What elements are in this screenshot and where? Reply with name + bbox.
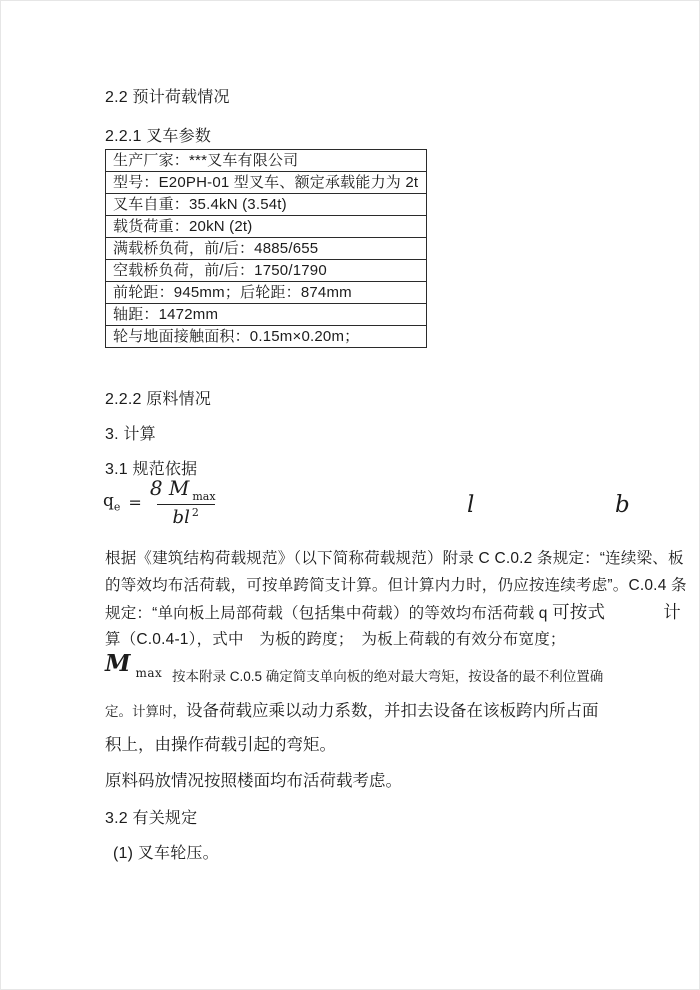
table-cell: 叉车自重：35.4kN (3.54t) xyxy=(106,194,427,216)
line-segment-emphasis: 可按式 xyxy=(552,602,606,622)
variable-l: l xyxy=(467,492,475,518)
paragraph-line: 的等效均布活荷载，可按单跨简支计算。但计算内力时，仍应按连续考虑”。C.0.4 条 xyxy=(105,577,687,594)
heading-3-1: 3.1 规范依据 xyxy=(105,461,198,478)
paragraph-line xyxy=(105,697,599,721)
table-cell: 轮与地面接触面积：0.15m×0.20m； xyxy=(106,326,427,348)
paragraph-line: 根据《建筑结构荷载规范》（以下简称荷载规范）附录 C C.0.2 条规定：“连续梁、板 xyxy=(105,550,684,567)
equation-lhs-subscript: e xyxy=(113,500,121,514)
heading-3-2: 3.2 有关规定 xyxy=(105,810,198,827)
table-row xyxy=(106,282,427,304)
heading-3: 3. 计算 xyxy=(105,426,156,443)
list-item-wheel-pressure: (1) 叉车轮压。 xyxy=(113,845,219,862)
table-cell: 前轮距：945mm；后轮距：874mm xyxy=(106,282,427,304)
paragraph-raw-material: 原料码放情况按照楼面均布活荷载考虑。 xyxy=(105,772,402,790)
numerator-subscript: max xyxy=(192,490,216,503)
table-cell: 生产厂家：***叉车有限公司 xyxy=(106,150,427,172)
fraction-numerator: 8 M $_{max}$ xyxy=(149,476,216,503)
heading-2-2: 2.2 预计荷载情况 xyxy=(105,89,230,106)
heading-2-2-1: 2.2.1 叉车参数 xyxy=(105,128,212,145)
table-cell: 载货荷重：20kN (2t) xyxy=(106,216,427,238)
table-cell: 型号：E20PH-01 型叉车、额定承载能力为 2t xyxy=(106,172,427,194)
line-segment: 定。计算时， xyxy=(105,704,186,719)
table-cell: 满载桥负荷，前/后：4885/655 xyxy=(106,238,427,260)
line-segment: 设备荷载应乘以动力系数，并扣去设备在该板跨内所占面 xyxy=(186,702,599,720)
table-row xyxy=(106,304,427,326)
line-segment-emphasis: 计 xyxy=(663,602,681,622)
heading-2-2-2: 2.2.2 原料情况 xyxy=(105,391,212,408)
table-cell: 空载桥负荷，前/后：1750/1790 xyxy=(106,260,427,282)
m-max-subscript: max xyxy=(135,665,163,680)
paragraph-line xyxy=(105,599,681,624)
table-row xyxy=(106,172,427,194)
equation-qe xyxy=(103,476,222,528)
table-row xyxy=(106,326,427,348)
paragraph-line: 按本附录 C.0.5 确定简支单向板的绝对最大弯矩，按设备的最不利位置确 xyxy=(172,669,604,684)
variable-m-max: M $_{max}$ xyxy=(105,650,163,680)
denominator-superscript: 2 xyxy=(191,506,199,519)
variable-b: b xyxy=(615,492,630,518)
table-row xyxy=(106,150,427,172)
table-cell: 轴距：1472mm xyxy=(106,304,427,326)
forklift-spec-table xyxy=(105,149,427,348)
table-row xyxy=(106,194,427,216)
line-segment: 规定：“单向板上局部荷载（包括集中荷载）的等效均布活荷载 q xyxy=(105,605,553,622)
paragraph-line: 积上，由操作荷载引起的弯矩。 xyxy=(105,736,336,754)
fraction-denominator: bl $^2$ xyxy=(157,504,215,528)
table-row xyxy=(106,238,427,260)
equation-lhs: $q_e$ xyxy=(103,490,121,514)
table-row xyxy=(106,216,427,238)
equals-sign: = xyxy=(128,492,142,512)
equation-fraction xyxy=(150,476,222,528)
table-row xyxy=(106,260,427,282)
paragraph-line: 算（C.0.4-1），式中 为板的跨度； 为板上荷载的有效分布宽度； xyxy=(105,631,566,648)
